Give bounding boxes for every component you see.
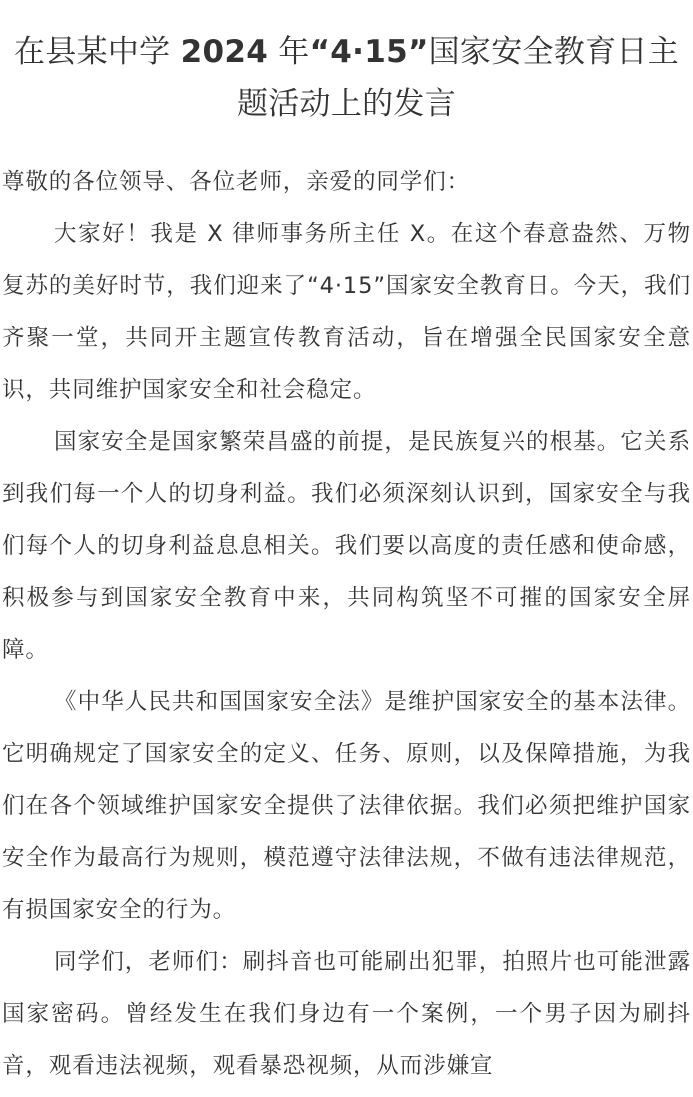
paragraph-case-example: 同学们，老师们：刷抖音也可能刷出犯罪，拍照片也可能泄露国家密码。曾经发生在我们身边有一个案例，一个男子因为刷抖音，观看违法视频，观看暴恐视频，从而涉嫌宣 <box>2 949 691 1079</box>
title-part-2: 年 <box>278 34 310 70</box>
document-title <box>0 0 693 130</box>
salutation: 尊敬的各位领导、各位老师，亲爱的同学们： <box>2 169 471 195</box>
title-part-1: 在县某中学 <box>13 34 171 70</box>
title-part-3: 国家安全教育日主题活动上的发言 <box>236 34 680 122</box>
paragraph-security-law: 《中华人民共和国国家安全法》是维护国家安全的基本法律。它明确规定了国家安全的定义、任务、原则，以及保障措施，为我们在各个领域维护国家安全提供了法律依据。我们必须把维护国家安全作为最高行为规则，模范遵守法律法规，不做有违法律规范，有损国家安全的行为。 <box>2 689 691 923</box>
title-event: “4·15” <box>309 34 429 70</box>
paragraph-national-security: 国家安全是国家繁荣昌盛的前提，是民族复兴的根基。它关系到我们每一个人的切身利益。我们必须深刻认识到，国家安全与我们每个人的切身利益息息相关。我们要以高度的责任感和使命感，积极参与到国家安全教育中来，共同构筑坚不可摧的国家安全屏障。 <box>2 429 691 663</box>
document-body <box>0 156 693 1092</box>
title-year: 2024 <box>180 34 269 70</box>
paragraph-greeting: 大家好！我是 X 律师事务所主任 X。在这个春意盎然、万物复苏的美好时节，我们迎来了“4·15”国家安全教育日。今天，我们齐聚一堂，共同开主题宣传教育活动，旨在增强全民国家安全意识，共同维护国家安全和社会稳定。 <box>2 221 691 403</box>
